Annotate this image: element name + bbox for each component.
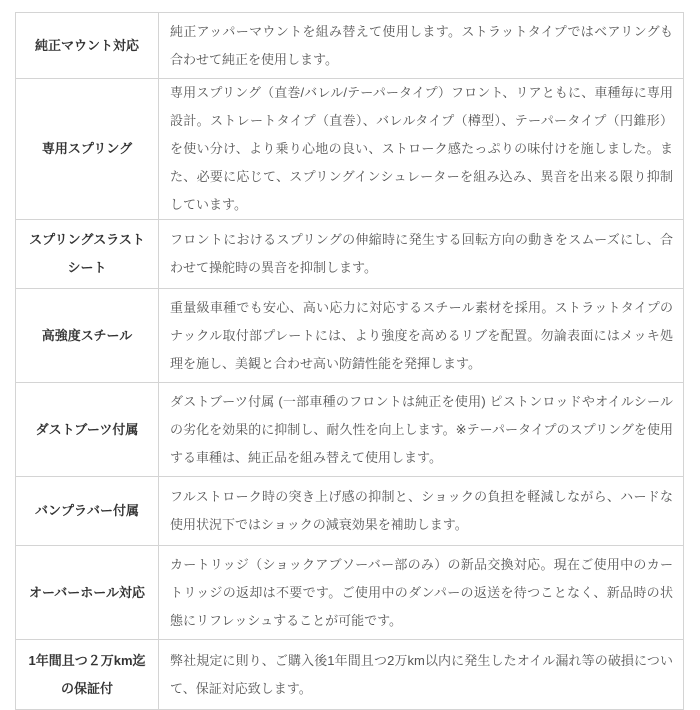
row-label: 1年間且つ２万km迄の保証付 [16, 640, 159, 710]
row-description: フルストローク時の突き上げ感の抑制と、ショックの負担を軽減しながら、ハードな使用状況下ではショックの減衰効果を補助します。 [159, 477, 684, 546]
row-label: バンプラバー付属 [16, 477, 159, 546]
row-description: カートリッジ（ショックアブソーバー部のみ）の新品交換対応。現在ご使用中のカートリッジの返却は不要です。ご使用中のダンパーの返送を待つことなく、新品時の状態にリフレッシュすることが可能です。 [159, 546, 684, 640]
table-row [16, 546, 684, 640]
row-label: ダストブーツ付属 [16, 383, 159, 477]
row-description: フロントにおけるスプリングの伸縮時に発生する回転方向の動きをスムーズにし、合わせて操舵時の異音を抑制します。 [159, 220, 684, 289]
row-label: 専用スプリング [16, 79, 159, 220]
row-description: 純正アッパーマウントを組み替えて使用します。ストラットタイプではベアリングも合わせて純正を使用します。 [159, 13, 684, 79]
table-row [16, 289, 684, 383]
row-description: 弊社規定に則り、ご購入後1年間且つ2万km以内に発生したオイル漏れ等の破損について、保証対応致します。 [159, 640, 684, 710]
row-description: 重量級車種でも安心、高い応力に対応するスチール素材を採用。ストラットタイプのナックル取付部プレートには、より強度を高めるリブを配置。勿論表面にはメッキ処理を施し、美観と合わせ高い防錆性能を発揮します。 [159, 289, 684, 383]
row-description: ダストブーツ付属 (一部車種のフロントは純正を使用) ピストンロッドやオイルシールの劣化を効果的に抑制し、耐久性を向上します。※テーパータイプのスプリングを使用する車種は、純正品を組み替えて使用します。 [159, 383, 684, 477]
table-row [16, 220, 684, 289]
table-row [16, 13, 684, 79]
row-label: 純正マウント対応 [16, 13, 159, 79]
row-label: オーバーホール対応 [16, 546, 159, 640]
row-description: 専用スプリング（直巻/バレル/テーパータイプ）フロント、リアともに、車種毎に専用設計。ストレートタイプ（直巻）、バレルタイプ（樽型）、テーパータイプ（円錐形）を使い分け、より乗り心地の良い、ストローク感たっぷりの味付けを施しました。また、必要に応じて、スプリングインシュレーターを組み込み、異音を出来る限り抑制しています。 [159, 79, 684, 220]
row-label: 高強度スチール [16, 289, 159, 383]
table-row [16, 477, 684, 546]
feature-table [15, 12, 684, 710]
table-row [16, 79, 684, 220]
table-row [16, 383, 684, 477]
table-row [16, 640, 684, 710]
row-label: スプリングスラストシート [16, 220, 159, 289]
